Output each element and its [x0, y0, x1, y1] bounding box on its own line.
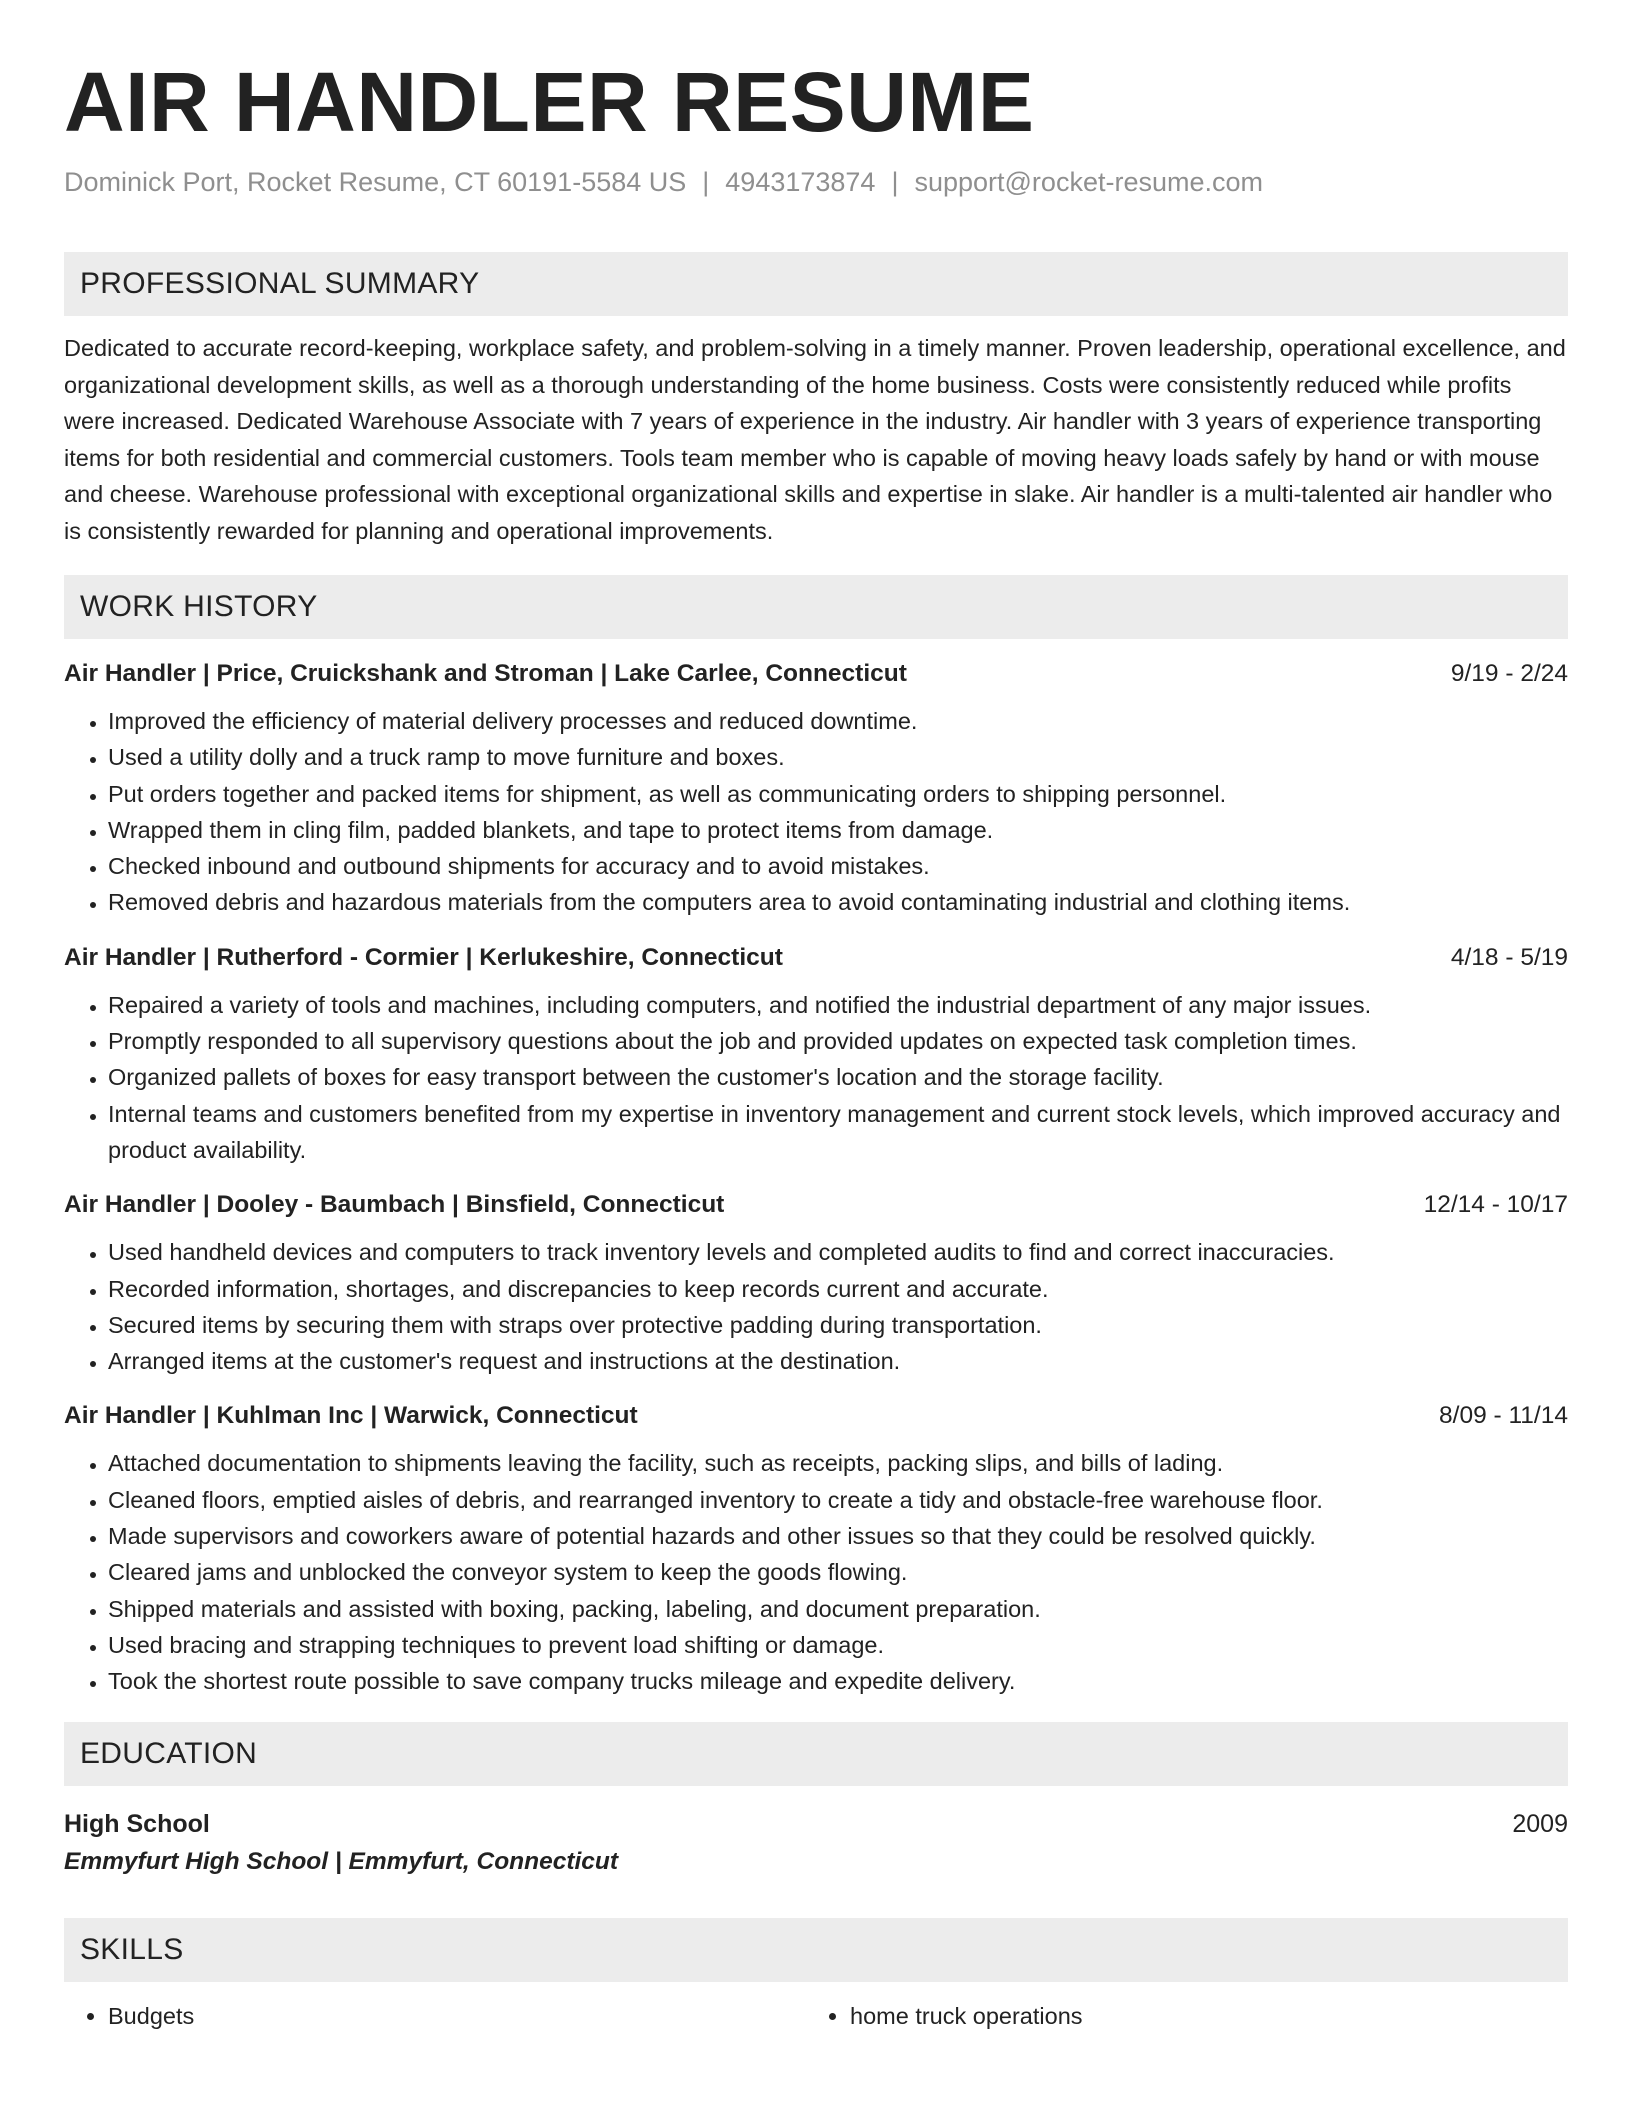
contact-email: support@rocket-resume.com: [914, 167, 1263, 197]
job-bullets: [64, 1234, 1568, 1379]
skills-list-left: [64, 1998, 806, 2034]
job-bullet: • Improved the efficiency of material delivery processes and reduced downtime.: [108, 703, 1568, 739]
job-bullet: • Used a utility dolly and a truck ramp to move furniture and boxes.: [108, 739, 1568, 775]
job-entry: [64, 941, 1568, 1168]
skills-section: [64, 1918, 1568, 2034]
education-section: [64, 1722, 1568, 1882]
section-heading-skills: SKILLS: [64, 1918, 1568, 1982]
resume-page: [64, 0, 1568, 2034]
job-bullet: • Used handheld devices and computers to track inventory levels and completed audits to find and correct inaccuracies.: [108, 1234, 1568, 1270]
job-dates: 8/09 - 11/14: [1439, 1402, 1568, 1430]
job-entry: [64, 657, 1568, 921]
job-dates: 9/19 - 2/24: [1450, 660, 1568, 687]
skill-item: • Budgets: [108, 1998, 806, 2034]
section-heading-summary: PROFESSIONAL SUMMARY: [64, 252, 1568, 316]
section-heading-education: EDUCATION: [64, 1722, 1568, 1786]
job-title: Air Handler | Dooley - Baumbach | Binsfield, Connecticut: [64, 1191, 725, 1219]
contact-phone: 4943173874: [725, 167, 876, 197]
job-entry: [64, 1188, 1568, 1379]
job-header: [64, 657, 1568, 691]
education-school: Emmyfurt High School | Emmyfurt, Connecticut: [64, 1847, 619, 1875]
job-bullet: • Cleaned floors, emptied aisles of debris, and rearranged inventory to create a tidy and obstacle-free warehouse floor.: [108, 1482, 1568, 1518]
job-bullet: • Repaired a variety of tools and machines, including computers, and notified the industrial department of any major issues.: [108, 987, 1568, 1023]
job-title: Air Handler | Price, Cruickshank and Stroman | Lake Carlee, Connecticut: [64, 660, 907, 687]
job-bullet: • Internal teams and customers benefited from my expertise in inventory management and current stock levels, which improved accuracy and product availability.: [108, 1096, 1568, 1169]
contact-line: [64, 164, 1568, 200]
contact-separator: |: [702, 167, 710, 197]
jobs-list: [64, 657, 1568, 1700]
work-history-section: [64, 575, 1568, 1700]
job-bullet: • Attached documentation to shipments leaving the facility, such as receipts, packing slips, and bills of lading.: [108, 1445, 1568, 1481]
job-bullet: • Wrapped them in cling film, padded blankets, and tape to protect items from damage.: [108, 812, 1568, 848]
job-bullets: [64, 703, 1568, 921]
summary-text: Dedicated to accurate record-keeping, workplace safety, and problem-solving in a timely manner. Proven leadership, operational excellence, and organizational development skills, as well as a thorough understanding of the home business. Costs were consistently reduced while profits were increased. Dedicated Warehouse Associate with 7 years of experience in the industry. Air handler with 3 years of experience transporting items for both residential and commercial customers. Tools team member who is capable of moving heavy loads safely by hand or with mouse and cheese. Warehouse professional with exceptional organizational skills and expertise in slake. Air handler is a multi-talented air handler who is consistently rewarded for planning and operational improvements.: [64, 335, 1566, 544]
contact-separator: |: [891, 167, 899, 197]
professional-summary-section: [64, 252, 1568, 549]
section-heading-work: WORK HISTORY: [64, 575, 1568, 639]
job-title: Air Handler | Rutherford - Cormier | Kerlukeshire, Connecticut: [64, 943, 783, 971]
job-bullet: • Arranged items at the customer's request and instructions at the destination.: [108, 1343, 1568, 1379]
education-year: 2009: [1512, 1809, 1568, 1838]
job-bullet: • Organized pallets of boxes for easy transport between the customer's location and the storage facility.: [108, 1059, 1568, 1095]
job-bullet: • Shipped materials and assisted with boxing, packing, labeling, and document preparation.: [108, 1591, 1568, 1627]
job-bullet: • Put orders together and packed items for shipment, as well as communicating orders to shipping personnel.: [108, 776, 1568, 812]
job-header: [64, 1188, 1568, 1222]
job-title: Air Handler | Kuhlman Inc | Warwick, Connecticut: [64, 1402, 638, 1430]
job-bullets: [64, 1445, 1568, 1699]
job-dates: 4/18 - 5/19: [1450, 943, 1568, 971]
job-bullets: [64, 987, 1568, 1168]
job-bullet: • Secured items by securing them with straps over protective padding during transportation.: [108, 1307, 1568, 1343]
skills-list-right: [806, 1998, 1548, 2034]
job-bullet: • Made supervisors and coworkers aware of potential hazards and other issues so that they could be resolved quickly.: [108, 1518, 1568, 1554]
job-bullet: • Checked inbound and outbound shipments for accuracy and to avoid mistakes.: [108, 848, 1568, 884]
job-header: [64, 1399, 1568, 1433]
skill-item: • home truck operations: [850, 1998, 1548, 2034]
contact-address: Dominick Port, Rocket Resume, CT 60191-5584 US: [64, 167, 687, 197]
job-bullet: • Cleared jams and unblocked the conveyor system to keep the goods flowing.: [108, 1554, 1568, 1590]
job-bullet: • Promptly responded to all supervisory questions about the job and provided updates on expected task completion times.: [108, 1023, 1568, 1059]
job-bullet: • Used bracing and strapping techniques to prevent load shifting or damage.: [108, 1627, 1568, 1663]
job-bullet: • Removed debris and hazardous materials from the computers area to avoid contaminating industrial and clothing items.: [108, 884, 1568, 920]
resume-title: AIR HANDLER RESUME: [64, 55, 1035, 149]
skills-grid: [64, 1998, 1568, 2034]
job-header: [64, 941, 1568, 975]
education-entry: [64, 1806, 1568, 1842]
job-bullet: • Took the shortest route possible to save company trucks mileage and expedite delivery.: [108, 1663, 1568, 1699]
job-dates: 12/14 - 10/17: [1423, 1191, 1568, 1219]
education-degree: High School: [64, 1809, 210, 1838]
job-bullet: • Recorded information, shortages, and discrepancies to keep records current and accurate.: [108, 1271, 1568, 1307]
job-entry: [64, 1399, 1568, 1699]
